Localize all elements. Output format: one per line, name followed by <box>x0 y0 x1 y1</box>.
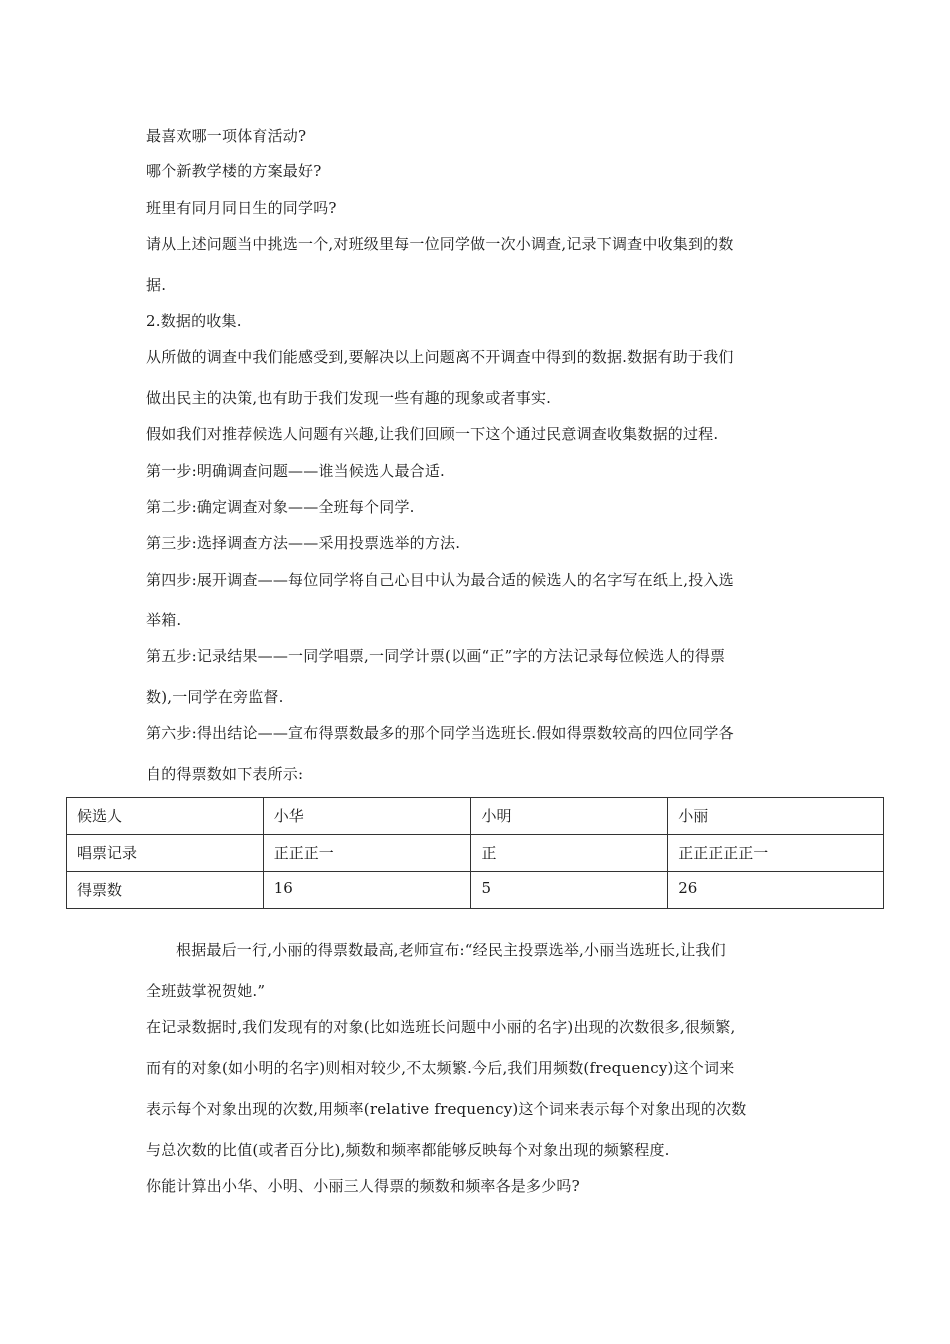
frequency-line-2: 而有的对象(如小明的名字)则相对较少,不太频繁.今后,我们用频数(frequency)这个词来 <box>146 1059 735 1077</box>
table-cell: 26 <box>668 872 884 909</box>
frequency-line-3: 表示每个对象出现的次数,用频率(relative frequency)这个词来表示每个对象出现的次数 <box>146 1100 747 1118</box>
frequency-line-1: 在记录数据时,我们发现有的对象(比如选班长问题中小丽的名字)出现的次数很多,很频繁, <box>146 1018 736 1036</box>
step-6-line-2: 自的得票数如下表所示: <box>146 765 304 783</box>
step-1: 第一步:明确调查问题——谁当候选人最合适. <box>146 462 446 480</box>
step-4-line-1: 第四步:展开调查——每位同学将自己心目中认为最合适的候选人的名字写在纸上,投入选 <box>146 571 734 589</box>
table-row <box>67 872 884 909</box>
paragraph-line-3: 假如我们对推荐候选人问题有兴趣,让我们回顾一下这个通过民意调查收集数据的过程. <box>146 425 719 443</box>
section-heading: 2.数据的收集. <box>146 312 242 330</box>
question-building: 哪个新教学楼的方案最好? <box>146 162 322 180</box>
step-5-line-2: 数),一同学在旁监督. <box>146 688 284 706</box>
table-cell: 小明 <box>471 798 668 835</box>
question-birthday: 班里有同月同日生的同学吗? <box>146 199 337 217</box>
table-cell: 正正正正正一 <box>668 835 884 872</box>
paragraph-line-1: 从所做的调查中我们能感受到,要解决以上问题离不开调查中得到的数据.数据有助于我们 <box>146 348 734 366</box>
table-cell: 正 <box>471 835 668 872</box>
step-4-line-2: 举箱. <box>146 611 182 629</box>
step-5-line-1: 第五步:记录结果——一同学唱票,一同学计票(以画“正”字的方法记录每位候选人的得票 <box>146 647 726 665</box>
table-cell: 正正正一 <box>263 835 471 872</box>
step-3: 第三步:选择调查方法——采用投票选举的方法. <box>146 534 461 552</box>
step-2: 第二步:确定调查对象——全班每个同学. <box>146 498 415 516</box>
table-cell: 候选人 <box>67 798 264 835</box>
table-cell: 唱票记录 <box>67 835 264 872</box>
instruction-line-2: 据. <box>146 276 167 294</box>
conclusion-line-1: 根据最后一行,小丽的得票数最高,老师宣布:“经民主投票选举,小丽当选班长,让我们 <box>176 941 726 959</box>
instruction-line-1: 请从上述问题当中挑选一个,对班级里每一位同学做一次小调查,记录下调查中收集到的数 <box>146 235 734 253</box>
final-question: 你能计算出小华、小明、小丽三人得票的频数和频率各是多少吗? <box>146 1177 580 1195</box>
vote-table <box>66 797 884 909</box>
table-cell: 得票数 <box>67 872 264 909</box>
table-cell: 16 <box>263 872 471 909</box>
table-row <box>67 835 884 872</box>
step-6-line-1: 第六步:得出结论——宣布得票数最多的那个同学当选班长.假如得票数较高的四位同学各 <box>146 724 734 742</box>
table-cell: 小华 <box>263 798 471 835</box>
table-row <box>67 798 884 835</box>
paragraph-line-2: 做出民主的决策,也有助于我们发现一些有趣的现象或者事实. <box>146 389 552 407</box>
question-sports: 最喜欢哪一项体育活动? <box>146 127 307 145</box>
table-cell: 小丽 <box>668 798 884 835</box>
conclusion-line-2: 全班鼓掌祝贺她.” <box>146 982 266 1000</box>
table-cell: 5 <box>471 872 668 909</box>
frequency-line-4: 与总次数的比值(或者百分比),频数和频率都能够反映每个对象出现的频繁程度. <box>146 1141 670 1159</box>
